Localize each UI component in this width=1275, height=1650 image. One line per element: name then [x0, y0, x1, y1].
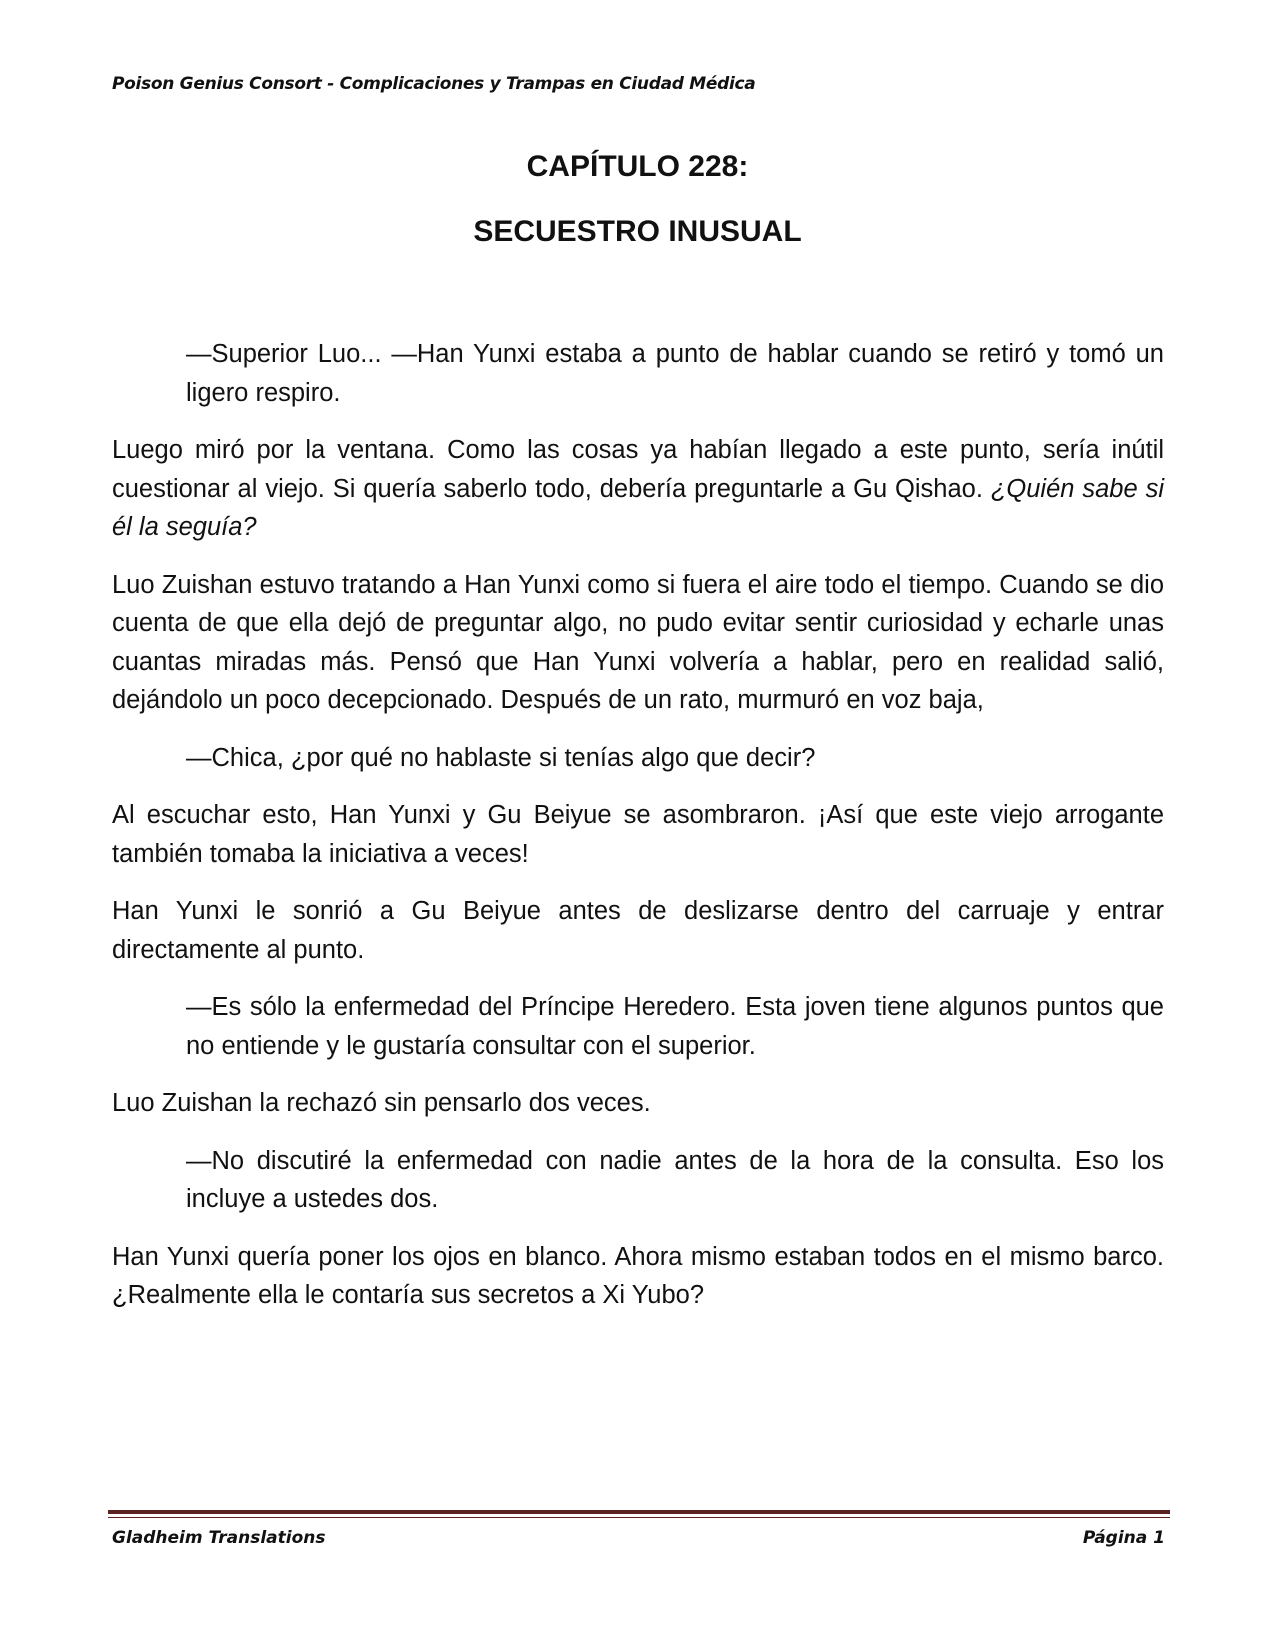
- chapter-title: SECUESTRO INUSUAL: [473, 215, 802, 248]
- paragraph: Luo Zuishan estuvo tratando a Han Yunxi como si fuera el aire todo el tiempo. Cuando se dio cuenta de que ella dejó de preguntar algo, no pudo evitar sentir curiosidad y echarle unas cuantas miradas más. Pensó que Han Yunxi volvería a hablar, pero en realidad salió, dejándolo un poco decepcionado. Después de un rato, murmuró en voz baja,: [112, 570, 1164, 714]
- paragraph-dialogue: —Chica, ¿por qué no hablaste si tenías algo que decir?: [186, 743, 816, 772]
- footer-translator: Gladheim Translations: [112, 1528, 326, 1548]
- footer-divider: [108, 1510, 1170, 1514]
- paragraph: Han Yunxi quería poner los ojos en blanco. Ahora mismo estaban todos en el mismo barco. ¿Realmente ella le contaría sus secretos a Xi Yubo?: [112, 1242, 1164, 1309]
- paragraph: Han Yunxi le sonrió a Gu Beiyue antes de deslizarse dentro del carruaje y entrar directamente al punto.: [112, 897, 1164, 964]
- paragraph-italic-thought: ¿Quién sabe si él la seguía?: [112, 474, 1164, 541]
- footer-page-number: Página 1: [1082, 1528, 1165, 1548]
- paragraph: Luo Zuishan la rechazó sin pensarlo dos veces.: [112, 1089, 651, 1117]
- chapter-body: [112, 335, 1164, 1334]
- paragraph: [112, 431, 1164, 547]
- paragraph-dialogue: —No discutiré la enfermedad con nadie antes de la hora de la consulta. Eso los incluye a ustedes dos.: [186, 1146, 1164, 1213]
- running-header: Poison Genius Consort - Complicaciones y Trampas en Ciudad Médica: [112, 74, 756, 94]
- paragraph: Al escuchar esto, Han Yunxi y Gu Beiyue se asombraron. ¡Así que este viejo arrogante también tomaba la iniciativa a veces!: [112, 801, 1164, 868]
- paragraph-dialogue: —Superior Luo... —Han Yunxi estaba a punto de hablar cuando se retiró y tomó un ligero respiro.: [186, 340, 1164, 407]
- footer-divider-thin: [108, 1517, 1170, 1518]
- chapter-number: CAPÍTULO 228:: [526, 150, 749, 183]
- paragraph-text: Luego miró por la ventana. Como las cosas ya habían llegado a este punto, sería inútil cuestionar al viejo. Si quería saberlo todo, debería preguntarle a Gu Qishao.: [112, 436, 1164, 503]
- paragraph-dialogue: —Es sólo la enfermedad del Príncipe Heredero. Esta joven tiene algunos puntos que no entiende y le gustaría consultar con el superior.: [186, 993, 1164, 1060]
